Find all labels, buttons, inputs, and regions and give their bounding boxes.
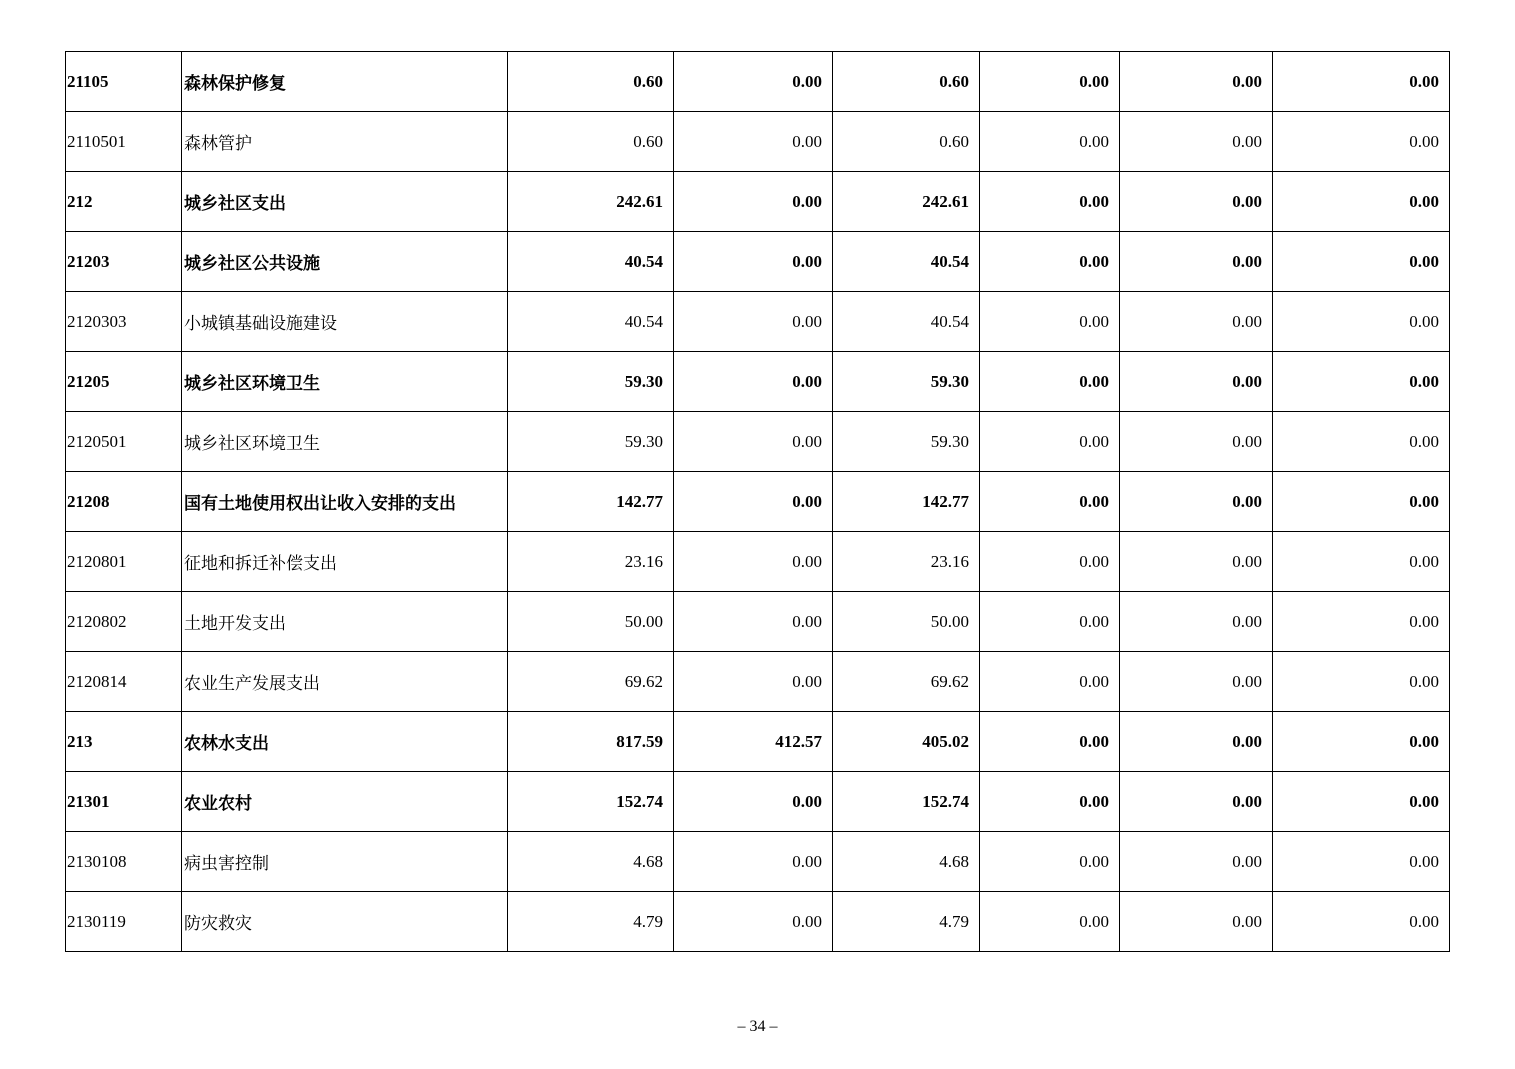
amount-cell: 0.60 (508, 112, 674, 172)
amount-cell: 0.00 (674, 472, 833, 532)
table-row (66, 832, 1450, 892)
amount-cell: 0.00 (1273, 652, 1450, 712)
amount-cell: 0.60 (833, 52, 980, 112)
amount-cell: 4.79 (833, 892, 980, 952)
amount-cell: 152.74 (508, 772, 674, 832)
amount-cell: 50.00 (508, 592, 674, 652)
amount-cell: 23.16 (508, 532, 674, 592)
table-row (66, 412, 1450, 472)
table-row (66, 532, 1450, 592)
amount-cell: 817.59 (508, 712, 674, 772)
table-row (66, 592, 1450, 652)
amount-cell: 0.00 (1273, 832, 1450, 892)
amount-cell: 0.00 (1120, 412, 1273, 472)
subject-name-cell: 城乡社区环境卫生 (182, 352, 508, 412)
amount-cell: 0.00 (674, 832, 833, 892)
amount-cell: 0.00 (980, 712, 1120, 772)
amount-cell: 0.00 (674, 352, 833, 412)
subject-name-cell: 国有土地使用权出让收入安排的支出 (182, 472, 508, 532)
amount-cell: 0.00 (980, 412, 1120, 472)
amount-cell: 0.00 (980, 892, 1120, 952)
amount-cell: 0.00 (980, 652, 1120, 712)
amount-cell: 23.16 (833, 532, 980, 592)
amount-cell: 4.68 (508, 832, 674, 892)
table-row (66, 232, 1450, 292)
subject-code-cell: 2130108 (66, 832, 182, 892)
subject-code-cell: 21301 (66, 772, 182, 832)
amount-cell: 0.60 (508, 52, 674, 112)
amount-cell: 0.00 (674, 412, 833, 472)
amount-cell: 142.77 (833, 472, 980, 532)
amount-cell: 0.00 (1120, 292, 1273, 352)
amount-cell: 0.00 (674, 532, 833, 592)
subject-code-cell: 2120801 (66, 532, 182, 592)
subject-code-cell: 2120802 (66, 592, 182, 652)
amount-cell: 0.00 (980, 232, 1120, 292)
subject-name-cell: 农业生产发展支出 (182, 652, 508, 712)
table-row (66, 172, 1450, 232)
amount-cell: 0.00 (674, 292, 833, 352)
amount-cell: 0.00 (1273, 232, 1450, 292)
amount-cell: 0.00 (674, 52, 833, 112)
amount-cell: 0.00 (1120, 892, 1273, 952)
amount-cell: 0.00 (1120, 772, 1273, 832)
subject-name-cell: 征地和拆迁补偿支出 (182, 532, 508, 592)
amount-cell: 0.60 (833, 112, 980, 172)
amount-cell: 0.00 (1273, 172, 1450, 232)
amount-cell: 0.00 (1273, 52, 1450, 112)
subject-code-cell: 2120501 (66, 412, 182, 472)
amount-cell: 59.30 (508, 412, 674, 472)
amount-cell: 242.61 (508, 172, 674, 232)
amount-cell: 0.00 (980, 472, 1120, 532)
amount-cell: 0.00 (1273, 772, 1450, 832)
amount-cell: 40.54 (508, 232, 674, 292)
subject-name-cell: 城乡社区环境卫生 (182, 412, 508, 472)
amount-cell: 0.00 (1120, 112, 1273, 172)
table-row (66, 472, 1450, 532)
amount-cell: 0.00 (1273, 712, 1450, 772)
table-row (66, 352, 1450, 412)
amount-cell: 0.00 (980, 772, 1120, 832)
amount-cell: 0.00 (980, 532, 1120, 592)
amount-cell: 0.00 (980, 832, 1120, 892)
amount-cell: 0.00 (1273, 292, 1450, 352)
subject-name-cell: 土地开发支出 (182, 592, 508, 652)
amount-cell: 40.54 (508, 292, 674, 352)
amount-cell: 152.74 (833, 772, 980, 832)
amount-cell: 0.00 (674, 592, 833, 652)
amount-cell: 0.00 (980, 352, 1120, 412)
amount-cell: 0.00 (1273, 412, 1450, 472)
amount-cell: 0.00 (1120, 52, 1273, 112)
amount-cell: 0.00 (980, 292, 1120, 352)
subject-name-cell: 森林管护 (182, 112, 508, 172)
subject-code-cell: 2120303 (66, 292, 182, 352)
amount-cell: 0.00 (1120, 592, 1273, 652)
amount-cell: 0.00 (674, 232, 833, 292)
subject-code-cell: 21205 (66, 352, 182, 412)
subject-name-cell: 森林保护修复 (182, 52, 508, 112)
subject-name-cell: 小城镇基础设施建设 (182, 292, 508, 352)
subject-code-cell: 21203 (66, 232, 182, 292)
amount-cell: 0.00 (980, 592, 1120, 652)
subject-name-cell: 病虫害控制 (182, 832, 508, 892)
table-body (66, 52, 1450, 952)
amount-cell: 0.00 (1273, 472, 1450, 532)
amount-cell: 0.00 (1120, 832, 1273, 892)
amount-cell: 0.00 (980, 52, 1120, 112)
amount-cell: 4.68 (833, 832, 980, 892)
subject-name-cell: 防灾救灾 (182, 892, 508, 952)
subject-name-cell: 农林水支出 (182, 712, 508, 772)
subject-code-cell: 2130119 (66, 892, 182, 952)
table-row (66, 112, 1450, 172)
amount-cell: 0.00 (674, 892, 833, 952)
subject-name-cell: 农业农村 (182, 772, 508, 832)
amount-cell: 0.00 (1273, 112, 1450, 172)
amount-cell: 0.00 (674, 652, 833, 712)
amount-cell: 0.00 (1120, 652, 1273, 712)
amount-cell: 0.00 (1273, 892, 1450, 952)
amount-cell: 69.62 (833, 652, 980, 712)
table-row (66, 712, 1450, 772)
amount-cell: 0.00 (1120, 172, 1273, 232)
amount-cell: 59.30 (508, 352, 674, 412)
table-row (66, 772, 1450, 832)
amount-cell: 0.00 (980, 172, 1120, 232)
amount-cell: 0.00 (1120, 232, 1273, 292)
table-row (66, 892, 1450, 952)
subject-code-cell: 21105 (66, 52, 182, 112)
page-number: – 34 – (737, 1018, 778, 1035)
amount-cell: 0.00 (1273, 532, 1450, 592)
budget-table (65, 51, 1450, 952)
subject-name-cell: 城乡社区支出 (182, 172, 508, 232)
subject-code-cell: 2110501 (66, 112, 182, 172)
amount-cell: 69.62 (508, 652, 674, 712)
amount-cell: 412.57 (674, 712, 833, 772)
table-row (66, 292, 1450, 352)
amount-cell: 0.00 (674, 112, 833, 172)
amount-cell: 59.30 (833, 412, 980, 472)
amount-cell: 59.30 (833, 352, 980, 412)
amount-cell: 0.00 (1120, 352, 1273, 412)
amount-cell: 4.79 (508, 892, 674, 952)
subject-code-cell: 212 (66, 172, 182, 232)
table-row (66, 652, 1450, 712)
subject-code-cell: 2120814 (66, 652, 182, 712)
amount-cell: 0.00 (1120, 472, 1273, 532)
amount-cell: 50.00 (833, 592, 980, 652)
amount-cell: 0.00 (1273, 592, 1450, 652)
amount-cell: 40.54 (833, 232, 980, 292)
amount-cell: 142.77 (508, 472, 674, 532)
table-row (66, 52, 1450, 112)
amount-cell: 0.00 (1120, 712, 1273, 772)
amount-cell: 405.02 (833, 712, 980, 772)
amount-cell: 0.00 (674, 172, 833, 232)
budget-table-container (65, 51, 1449, 952)
subject-code-cell: 213 (66, 712, 182, 772)
amount-cell: 0.00 (674, 772, 833, 832)
amount-cell: 40.54 (833, 292, 980, 352)
amount-cell: 0.00 (1120, 532, 1273, 592)
subject-code-cell: 21208 (66, 472, 182, 532)
amount-cell: 242.61 (833, 172, 980, 232)
amount-cell: 0.00 (980, 112, 1120, 172)
subject-name-cell: 城乡社区公共设施 (182, 232, 508, 292)
amount-cell: 0.00 (1273, 352, 1450, 412)
